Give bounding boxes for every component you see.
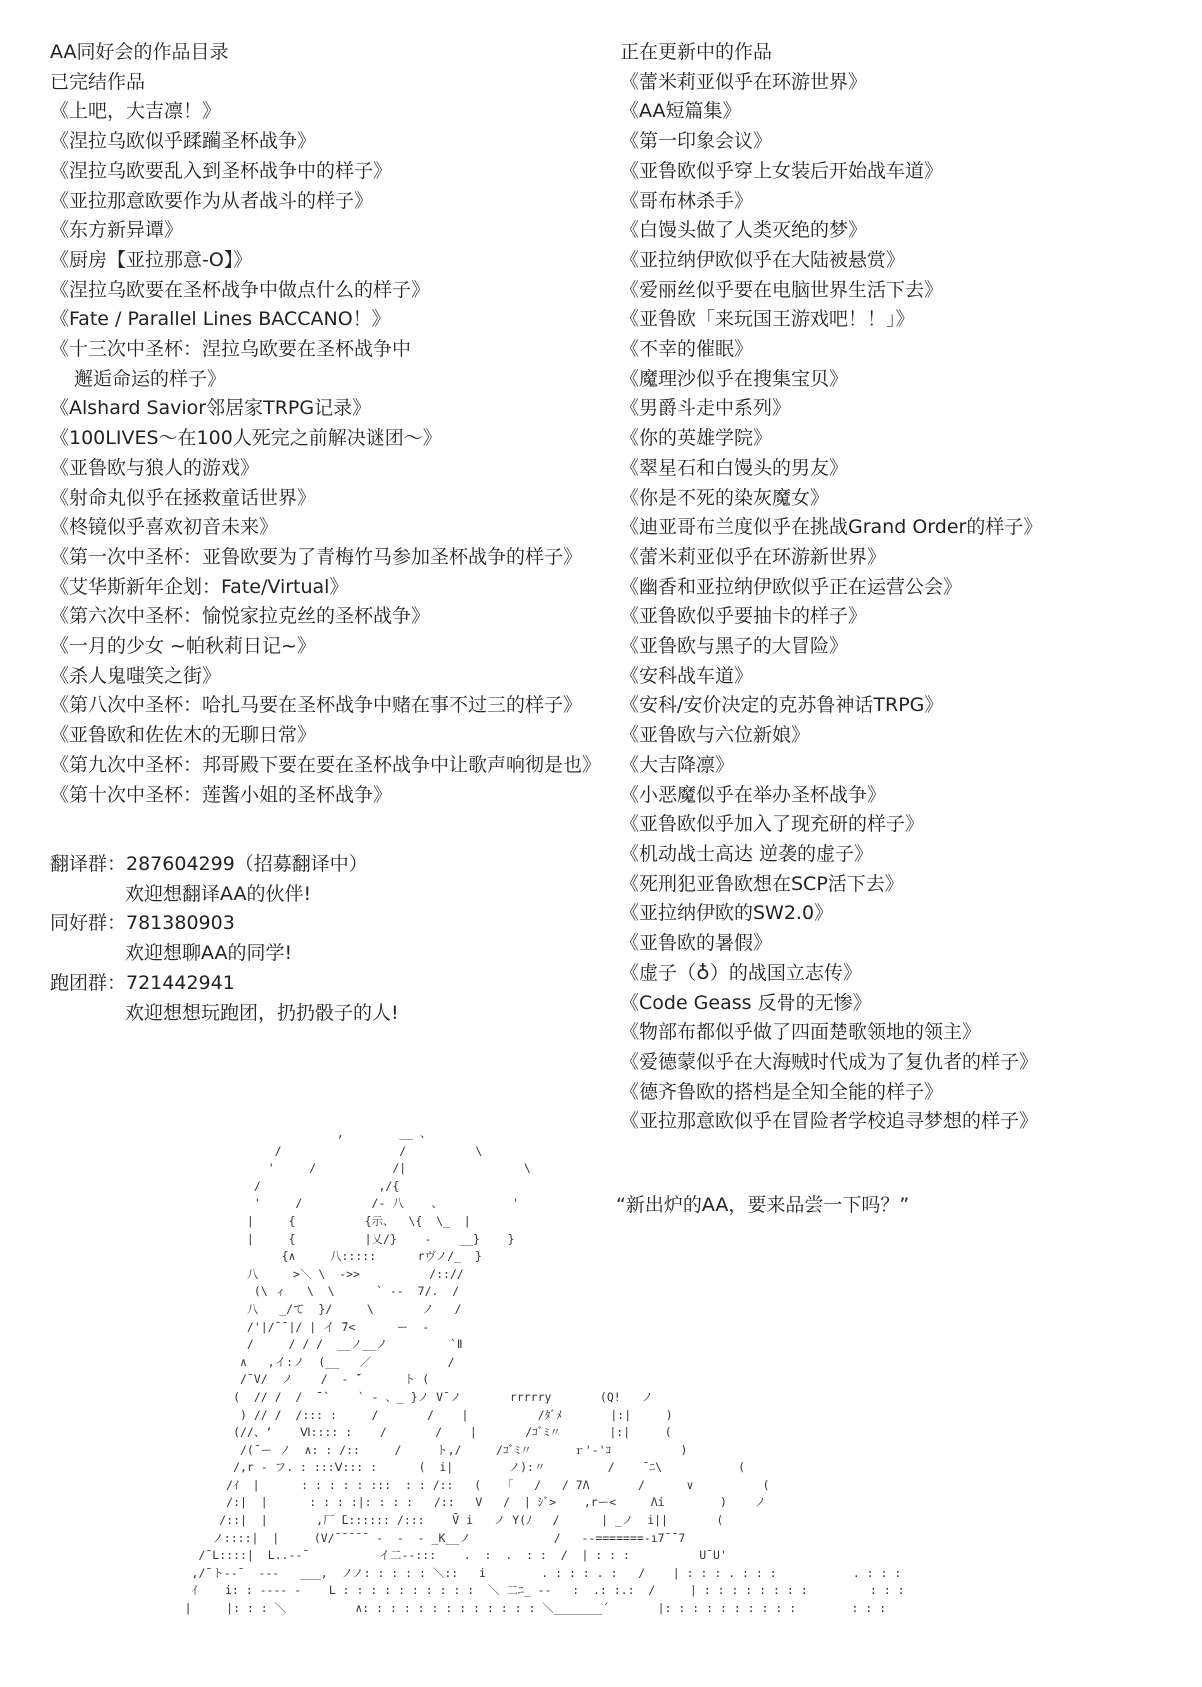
work-item: 《男爵斗走中系列》 [620, 397, 792, 420]
work-item: 《死刑犯亚鲁欧想在SCP活下去》 [620, 872, 904, 895]
trpg-group: 跑团群：721442941 [50, 971, 235, 994]
work-item: 《白馒头做了人类灭绝的梦》 [620, 219, 868, 242]
work-item: 《AA短篇集》 [620, 100, 742, 123]
trpg-group-note: 欢迎想想玩跑团，扔扔骰子的人! [125, 1001, 399, 1024]
work-item: 《100LIVES～在100人死完之前解决谜团～》 [50, 427, 442, 450]
work-item: 《第八次中圣杯：哈扎马要在圣杯战争中赌在事不过三的样子》 [50, 694, 583, 717]
work-item: 《杀人鬼嗤笑之街》 [50, 664, 222, 687]
work-item: 《亚鲁欧与黑子的大冒险》 [620, 635, 849, 658]
work-item: 《艾华斯新年企划：Fate/Virtual》 [50, 575, 349, 598]
work-item: 《亚拉那意欧要作为从者战斗的样子》 [50, 189, 374, 212]
work-item: 《大吉降凛》 [620, 753, 735, 776]
updating-list [620, 68, 1180, 1137]
completed-column [50, 38, 610, 810]
work-item: 《第九次中圣杯：邦哥殿下要在要在圣杯战争中让歌声响彻是也》 [50, 753, 602, 776]
work-item: 《十三次中圣杯：涅拉乌欧要在圣杯战争中 [50, 338, 412, 361]
work-item: 《爱丽丝似乎要在电脑世界生活下去》 [620, 278, 944, 301]
work-item: 《小恶魔似乎在举办圣杯战争》 [620, 783, 887, 806]
updating-column [620, 38, 1180, 1137]
ascii-art-illustration: , __ 、 / / \ ' / /| \ / ,/{ ' / /‐ 八 、 ' | { {示、 \{ \_ | | { |乂/} ‐ __} } {∧ 八::::: rヴノ/_ } 八 >＼ \ ‐>> /::// (\ ィ \ \ ` ‐‐ 7/. / 八 _/て }/ \ ノ / /'|/¯¯|/ | イ ̄7< ー ‐ / / / / __ノ__ノ `Ⅱ ∧ ,イ:ノ (__ ／ / /¯V/ ノ / ‐ ̄´ ト ( ( // / / ̄¯` ` ‐ 、_ }ノ V¯ノ rrrrry (Q! ノ ) // / /::: : / / | /ﾀﾞﾒ |:| ) (//、‘ Ⅵ:::: : / / | /ｺﾞﾐ〃 |:| ( /(¯ー ノ ∧: : /:: / ト,/ /ｺﾞﾐ〃 ｒ'‐'ｺ ) /,r ‐ フ. : :::Ⅴ::: : ( i| ノ):〃 / ¯ﾆ\ ( /ｲ | : : : : : ::: : : /:: ( 「 / / 7Λ / ∨ ( /:| | : : : :|: : : : /:: V / | ｼﾞ> ,rー< Λi ) ノ /::| | ,厂 ̄L:::::: /::: V̄ i ノ Y(ﾉ / | _ノ i|| ( ノ::::| | (V/¯¯¯¯¯ ‐ ‐ ‐ _K__ノ ∕ ‐‐=======‐ı7¯¯7 /¯L::::| L..‐‐¯ イ二‐-::: . : . : : / | : : : U¯U' ,/¯ト‐‐¯ ‐‐‐ ___, ノノ: : : : : ＼:: i . : : : . : / | : : : . : : : . : : : ｲ i: : ‐‐‐‐ ‐ L : : : : : : : : : : ＼ 二ﾆ_ ‐‐ : .: :.: / | : : : : : : : : : : : | |: : : ＼ ∧: : : : : : : : : : : : : ＼_______´ |: : : : : : : : : : : : : [184, 1126, 905, 1616]
speech-quote: “新出炉的AA，要来品尝一下吗？” [616, 1194, 910, 1216]
work-item: 《不幸的催眠》 [620, 338, 754, 361]
updating-heading: 正在更新中的作品 [620, 41, 773, 63]
work-item: 《蕾米莉亚似乎在环游新世界》 [620, 545, 887, 568]
translation-group: 翻译群：287604299（招募翻译中） [50, 853, 368, 875]
work-item: 《魔理沙似乎在搜集宝贝》 [620, 367, 849, 390]
work-item: 《亚鲁欧和佐佐木的无聊日常》 [50, 724, 317, 747]
work-item: 《Alshard Savior邻居家TRPG记录》 [50, 397, 372, 420]
work-item: 《一月的少女 ~帕秋莉日记~》 [50, 635, 316, 658]
completed-heading: 已完结作品 [50, 70, 146, 93]
work-item: 《涅拉乌欧要乱入到圣杯战争中的样子》 [50, 159, 393, 182]
work-item: 《你的英雄学院》 [620, 427, 773, 450]
catalog-title: AA同好会的作品目录 [50, 41, 229, 63]
work-item: 《德齐鲁欧的搭档是全知全能的样子》 [620, 1080, 944, 1103]
work-item: 《你是不死的染灰魔女》 [620, 486, 830, 509]
work-item: 《亚鲁欧的暑假》 [620, 932, 773, 955]
fan-group: 同好群：781380903 [50, 912, 235, 935]
work-item: 《亚鲁欧似乎穿上女装后开始战车道》 [620, 159, 944, 182]
work-item: 《机动战士高达 逆袭的虚子》 [620, 842, 874, 865]
work-item: 《厨房【亚拉那意-O】》 [50, 248, 253, 271]
work-item: 《射命丸似乎在拯救童话世界》 [50, 486, 317, 509]
work-item: 《第一印象会议》 [620, 130, 773, 153]
work-item-continuation: 邂逅命运的样子》 [74, 367, 227, 390]
work-item: 《虚子（♁）的战国立志传》 [620, 961, 862, 984]
work-item: 《涅拉乌欧似乎蹂躏圣杯战争》 [50, 130, 317, 153]
work-item: 《幽香和亚拉纳伊欧似乎正在运营公会》 [620, 575, 963, 598]
work-item: 《亚鲁欧似乎加入了现充研的样子》 [620, 813, 925, 836]
work-item: 《物部布都似乎做了四面楚歌领地的领主》 [620, 1021, 982, 1044]
work-item: 《第十次中圣杯：莲酱小姐的圣杯战争》 [50, 783, 393, 806]
work-item: 《亚鲁欧「来玩国王游戏吧！！」》 [620, 308, 915, 331]
work-item: 《涅拉乌欧要在圣杯战争中做点什么的样子》 [50, 278, 431, 301]
work-item: 《亚拉纳伊欧的SW2.0》 [620, 902, 834, 925]
work-item: 《迪亚哥布兰度似乎在挑战Grand Order的样子》 [620, 516, 1043, 539]
work-item: 《安科战车道》 [620, 664, 754, 687]
fan-group-note: 欢迎想聊AA的同学! [125, 942, 293, 965]
work-item: 《亚鲁欧似乎要抽卡的样子》 [620, 605, 868, 628]
work-item: 《亚拉那意欧似乎在冒险者学校追寻梦想的样子》 [620, 1110, 1039, 1133]
work-item: 《哥布林杀手》 [620, 189, 754, 212]
work-item: 《爱德蒙似乎在大海贼时代成为了复仇者的样子》 [620, 1050, 1039, 1073]
work-item: 《东方新异谭》 [50, 219, 184, 242]
work-item: 《翠星石和白馒头的男友》 [620, 456, 849, 479]
work-item: 《亚鲁欧与狼人的游戏》 [50, 456, 260, 479]
work-item: 《第六次中圣杯：愉悦家拉克丝的圣杯战争》 [50, 605, 431, 628]
translation-group-note: 欢迎想翻译AA的伙伴! [125, 882, 312, 905]
group-contacts [50, 850, 610, 1028]
work-item: 《柊镜似乎喜欢初音未来》 [50, 516, 279, 539]
work-item: 《Code Geass 反骨的无惨》 [620, 991, 872, 1014]
work-item: 《蕾米莉亚似乎在环游世界》 [620, 70, 868, 93]
work-item: 《安科/安价决定的克苏鲁神话TRPG》 [620, 694, 944, 717]
work-item: 《上吧，大吉凛！》 [50, 100, 222, 123]
work-item: 《亚拉纳伊欧似乎在大陆被悬赏》 [620, 248, 906, 271]
work-item: 《Fate / Parallel Lines BACCANO！》 [50, 308, 391, 331]
work-item: 《第一次中圣杯：亚鲁欧要为了青梅竹马参加圣杯战争的样子》 [50, 545, 583, 568]
completed-list [50, 97, 610, 810]
work-item: 《亚鲁欧与六位新娘》 [620, 724, 811, 747]
